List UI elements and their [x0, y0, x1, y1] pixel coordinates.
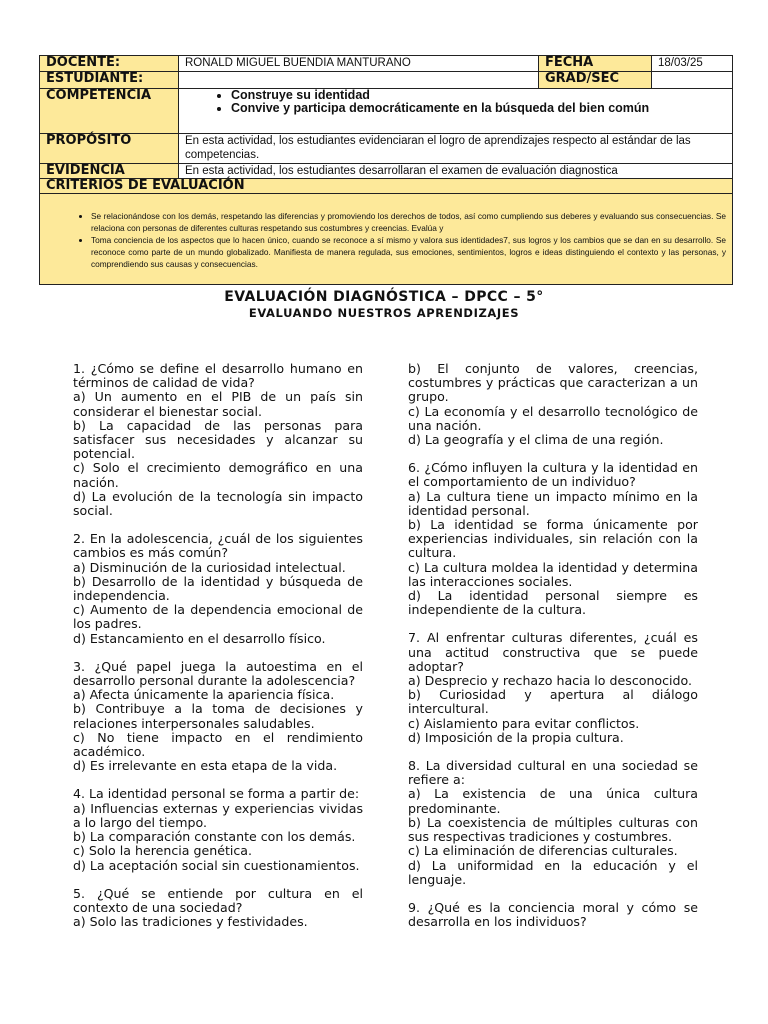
answer-option: c) Solo el crecimiento demográfico en una nación.: [73, 460, 363, 490]
answer-option: d) La evolución de la tecnología sin impacto social.: [73, 488, 363, 519]
question-text: 4. La identidad personal se forma a partir de:: [73, 786, 360, 802]
answer-option: a) Desprecio y rechazo hacia lo desconocido.: [408, 673, 693, 689]
question-block: [408, 759, 698, 887]
answer-option: d) La identidad personal siempre es independiente de la cultura.: [408, 588, 698, 618]
answer-option: c) Aislamiento para evitar conflictos.: [408, 715, 640, 731]
docente-label: DOCENTE:: [40, 56, 179, 72]
page-subtitle: EVALUANDO NUESTROS APRENDIZAJES: [248, 306, 520, 320]
question-text: 3. ¿Qué papel juega la autoestima en el desarrollo personal durante la adolescencia?: [73, 658, 363, 689]
proposito-value: En esta actividad, los estudiantes evidenciaran el logro de aprendizajes respecto al estándar de las competencias.: [179, 134, 733, 164]
evidencia-value: En esta actividad, los estudiantes desarrollaran el examen de evaluación diagnostica: [179, 164, 733, 179]
fecha-value: 18/03/25: [652, 56, 733, 72]
answer-option: b) La capacidad de las personas para satisfacer sus necesidades y alcanzar su potencial.: [73, 417, 363, 462]
competencia-label: COMPETENCIA: [40, 89, 179, 134]
criterios-body: [40, 194, 733, 285]
question-text: 7. Al enfrentar culturas diferentes, ¿cuál es una actitud constructiva que se puede adoptar?: [408, 630, 698, 674]
competencia-list: [185, 89, 726, 115]
evidencia-label: EVIDENCIA: [40, 164, 179, 179]
answer-option: b) Desarrollo de la identidad y búsqueda de independencia.: [73, 573, 363, 604]
answer-option: c) Solo la herencia genética.: [73, 843, 253, 859]
question-text: 8. La diversidad cultural en una sociedad se refiere a:: [408, 758, 698, 788]
criterios-label: CRITERIOS DE EVALUACIÓN: [40, 179, 733, 194]
gradsec-value: [652, 72, 733, 89]
answer-option: b) La identidad se forma únicamente por experiencias individuales, sin relación con la cultura.: [408, 517, 698, 561]
answer-option: d) Estancamiento en el desarrollo físico.: [73, 630, 326, 646]
answer-option: b) La coexistencia de múltiples culturas con sus respectivas tradiciones y costumbres.: [408, 814, 698, 845]
header-table: [39, 55, 732, 285]
question-block: [73, 787, 363, 872]
question-text: 6. ¿Cómo influyen la cultura y la identidad en el comportamiento de un individuo?: [408, 460, 698, 490]
answer-option: d) La geografía y el clima de una región.: [408, 432, 664, 448]
criterios-list: [46, 210, 726, 270]
answer-option: d) Imposición de la propia cultura.: [408, 729, 624, 745]
docente-value: RONALD MIGUEL BUENDIA MANTURANO: [179, 56, 539, 72]
question-text: 1. ¿Cómo se define el desarrollo humano en términos de calidad de vida?: [73, 361, 363, 391]
competencia-item: • Construye su identidad: [231, 89, 726, 102]
answer-option: a) Afecta únicamente la apariencia física.: [73, 687, 335, 703]
answer-option: c) La economía y el desarrollo tecnológico de una nación.: [408, 403, 698, 433]
question-block: [73, 532, 363, 646]
question-block: [408, 901, 698, 929]
question-block: [73, 362, 363, 518]
questions-column-left: [73, 362, 363, 943]
answer-option: b) La comparación constante con los demás.: [73, 829, 356, 845]
answer-option: a) Un aumento en el PIB de un país sin considerar el bienestar social.: [73, 389, 363, 419]
answer-option: d) La aceptación social sin cuestionamientos.: [73, 857, 360, 873]
answer-option: d) Es irrelevante en esta etapa de la vida.: [73, 758, 338, 774]
answer-option: c) Aumento de la dependencia emocional de los padres.: [73, 602, 363, 632]
page-title: EVALUACIÓN DIAGNÓSTICA – DPCC – 5°: [224, 289, 544, 305]
answer-option: b) El conjunto de valores, creencias, costumbres y prácticas que caracterizan a un grupo.: [408, 361, 698, 405]
fecha-label: FECHA: [539, 56, 652, 72]
estudiante-label: ESTUDIANTE:: [40, 72, 179, 89]
answer-option: a) Solo las tradiciones y festividades.: [73, 914, 308, 930]
answer-option: d) La uniformidad en la educación y el lenguaje.: [408, 857, 698, 887]
questions-column-right: [408, 362, 698, 943]
answer-option: c) No tiene impacto en el rendimiento académico.: [73, 729, 363, 760]
answer-option: a) Disminución de la curiosidad intelectual.: [73, 559, 346, 575]
competencia-item: • Convive y participa democráticamente en la búsqueda del bien común: [231, 102, 726, 115]
answer-option: c) La cultura moldea la identidad y determina las interacciones sociales.: [408, 559, 698, 589]
criterio-item: • Se relacionándose con los demás, respetando las diferencias y promoviendo los derechos de todos, así como cumpliendo sus deberes y evaluando sus consecuencias. Se relaciona con personas de diferentes culturas respetando sus costumbres y creencias. Evalúa y: [91, 210, 726, 234]
question-block: [73, 887, 363, 930]
answer-option: a) Influencias externas y experiencias vividas a lo largo del tiempo.: [73, 800, 363, 830]
competencia-value: [179, 89, 733, 134]
question-text: 9. ¿Qué es la conciencia moral y cómo se desarrolla en los individuos?: [408, 899, 698, 930]
gradsec-label: GRAD/SEC: [539, 72, 652, 89]
answer-option: b) Contribuye a la toma de decisiones y relaciones interpersonales saludables.: [73, 701, 363, 731]
question-block: [73, 660, 363, 774]
question-block: [408, 461, 698, 617]
estudiante-value: [179, 72, 539, 89]
proposito-label: PROPÓSITO: [40, 134, 179, 164]
question-text: 2. En la adolescencia, ¿cuál de los siguientes cambios es más común?: [73, 531, 363, 561]
answer-option: b) Curiosidad y apertura al diálogo intercultural.: [408, 687, 698, 717]
question-block: [408, 362, 698, 447]
question-block: [408, 631, 698, 745]
criterio-item: • Toma conciencia de los aspectos que lo hacen único, cuando se reconoce a sí mismo y valora sus identidades7, sus logros y los cambios que se dan en su desarrollo. Se reconoce como parte de un mundo globalizado. Manifiesta de manera regulada, sus emociones, sentimientos, logros e ideas distinguiendo el contexto y las personas, y comprendiendo sus causas y consecuencias.: [91, 234, 726, 270]
answer-option: a) La cultura tiene un impacto mínimo en la identidad personal.: [408, 488, 698, 518]
question-text: 5. ¿Qué se entiende por cultura en el contexto de una sociedad?: [73, 885, 363, 915]
answer-option: a) La existencia de una única cultura predominante.: [408, 786, 698, 816]
answer-option: c) La eliminación de diferencias culturales.: [408, 843, 678, 859]
